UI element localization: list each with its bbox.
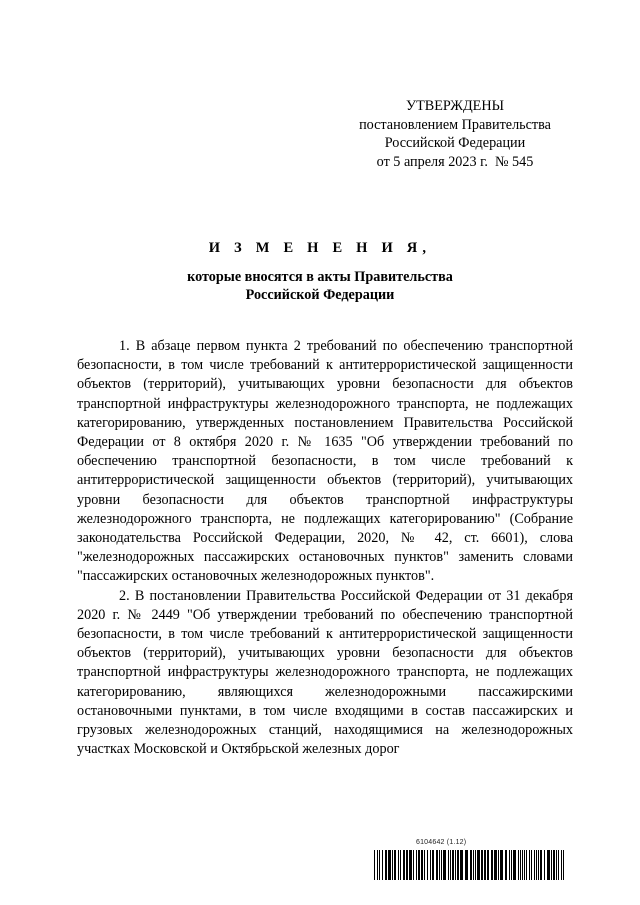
barcode-bar (475, 850, 476, 880)
barcode-bar (484, 850, 486, 880)
barcode-bar (406, 850, 408, 880)
barcode-bar (441, 850, 442, 880)
barcode-bar (477, 850, 480, 880)
subheading-line-1: которые вносятся в акты Правительства (187, 269, 453, 285)
barcode-bar (450, 850, 451, 880)
barcode-bar (529, 850, 530, 880)
barcode-bar (457, 850, 459, 880)
barcode-bar (544, 850, 545, 880)
barcode-bar (563, 850, 564, 880)
approval-line-date-number: от 5 апреля 2023 г. № 545 (376, 153, 534, 170)
approval-line-resolution: постановлением Правительства (359, 116, 551, 133)
barcode-bar (513, 850, 516, 880)
barcode-bar (531, 850, 532, 880)
barcode-bar (551, 850, 552, 880)
barcode-bar (443, 850, 446, 880)
barcode-bar (427, 850, 428, 880)
barcode-image (374, 850, 564, 880)
barcode-bar (430, 850, 431, 880)
barcode-bar (470, 850, 472, 880)
barcode-bar (382, 850, 383, 880)
barcode-bar (409, 850, 412, 880)
barcode-bar (385, 850, 387, 880)
barcode-bar (540, 850, 542, 880)
barcode-bar (518, 850, 519, 880)
barcode-bar (448, 850, 449, 880)
barcode-bar (520, 850, 521, 880)
barcode-bar (538, 850, 539, 880)
barcode-bar (377, 850, 378, 880)
approval-line-federation: Российской Федерации (384, 135, 526, 151)
barcode-bar (424, 850, 425, 880)
document-body (77, 337, 573, 759)
barcode-bar (403, 850, 405, 880)
barcode-bar (436, 850, 438, 880)
barcode-bar (481, 850, 483, 880)
barcode-bar (500, 850, 503, 880)
approval-line-approved: УТВЕРЖДЕНЫ (406, 98, 504, 114)
barcode-bar (388, 850, 391, 880)
barcode-bar (413, 850, 414, 880)
barcode-bar (553, 850, 555, 880)
barcode-bar (556, 850, 557, 880)
barcode-bar (526, 850, 527, 880)
barcode-bar (460, 850, 463, 880)
barcode-bar (421, 850, 423, 880)
barcode-bar (547, 850, 550, 880)
barcode-bar (416, 850, 417, 880)
barcode-bar (509, 850, 510, 880)
barcode-bar (432, 850, 434, 880)
barcode-bar (524, 850, 525, 880)
barcode-bar (379, 850, 380, 880)
barcode-bar (487, 850, 489, 880)
paragraph-2: 2. В постановлении Правительства Российской Федерации от 31 декабря 2020 г. № 2449 "Об утверждении требований по обеспечению транспортной безопасности, в том числе требований к антитеррористической защищенности объектов (территорий), учитывающих уровни безопасности для объектов транспортной инфраструктуры железнодорожного транспорта, не подлежащих категорированию, являющихся железнодорожными пассажирскими остановочными пунктами, в том числе входящими в состав пассажирских и грузовых железнодорожных станций, находящимися на железнодорожных участках Московской и Октябрьской железных дорог (77, 587, 573, 758)
barcode-bar (498, 850, 499, 880)
barcode-bar (455, 850, 456, 880)
approval-stamp (340, 97, 570, 171)
barcode-bar (465, 850, 468, 880)
document-subheading (0, 268, 640, 304)
barcode-number: 6104642 (1.12) (416, 839, 467, 846)
barcode-bar (558, 850, 559, 880)
barcode-bar (511, 850, 512, 880)
barcode-bar (392, 850, 393, 880)
barcode-bar (439, 850, 440, 880)
barcode-bar (536, 850, 537, 880)
barcode-bar (452, 850, 454, 880)
barcode-bar (400, 850, 401, 880)
barcode-bar (505, 850, 507, 880)
subheading-line-2: Российской Федерации (245, 287, 395, 303)
barcode-bar (561, 850, 562, 880)
barcode-bar (491, 850, 493, 880)
barcode-bar (494, 850, 497, 880)
barcode-bar (473, 850, 474, 880)
document-heading: И З М Е Н Е Н И Я, (208, 240, 432, 256)
barcode-bar (418, 850, 420, 880)
barcode-bar (374, 850, 375, 880)
barcode-bar (394, 850, 396, 880)
barcode-bar (534, 850, 535, 880)
paragraph-1: 1. В абзаце первом пункта 2 требований по обеспечению транспортной безопасности, в том числе требований к антитеррористической защищенности объектов (территорий), учитывающих уровни безопасности для объектов транспортной инфраструктуры железнодорожного транспорта, не подлежащих категорированию, утвержденных постановлением Правительства Российской Федерации от 8 октября 2020 г. № 1635 "Об утверждении требований по обеспечению транспортной безопасности, в том числе требований к антитеррористической защищенности объектов (территорий), учитывающих уровни безопасности для объектов транспортной инфраструктуры железнодорожного транспорта, не подлежащих категорированию" (Собрание законодательства Российской Федерации, 2020, № 42, ст. 6601), слова "железнодорожных пассажирских остановочных пунктов" заменить словами "пассажирских остановочных железнодорожных пунктов". (77, 338, 573, 585)
barcode-bar (398, 850, 399, 880)
barcode-bar (522, 850, 523, 880)
